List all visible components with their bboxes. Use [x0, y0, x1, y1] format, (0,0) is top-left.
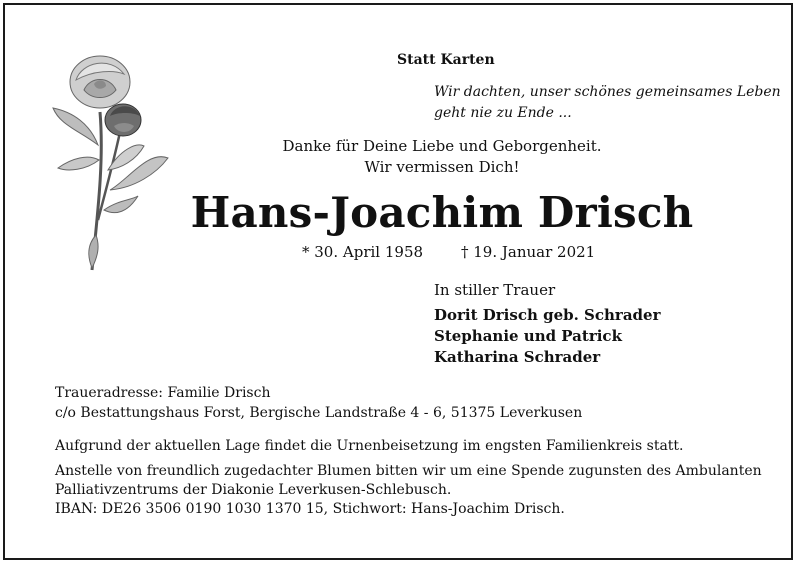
heading: Statt Karten	[397, 52, 495, 68]
mourning-address	[55, 383, 582, 423]
deceased-name: Hans-Joachim Drisch	[190, 188, 694, 237]
rose-icon	[48, 50, 178, 275]
death-date: † 19. Januar 2021	[461, 243, 596, 261]
mourners-list	[434, 305, 660, 368]
quote-line: Wir dachten, unser schönes gemeinsames Leben	[434, 84, 781, 100]
thanks-line: Danke für Deine Liebe und Geborgenheit.	[282, 137, 602, 155]
thanks-line: Wir vermissen Dich!	[364, 158, 520, 176]
birth-date: * 30. April 1958	[302, 243, 424, 261]
address-line: Traueradresse: Familie Drisch	[55, 385, 271, 401]
thanks-message	[200, 136, 684, 178]
donation-notice	[55, 462, 762, 519]
quote	[434, 82, 781, 124]
address-line: c/o Bestattungshaus Forst, Bergische Landstraße 4 - 6, 51375 Leverkusen	[55, 405, 583, 421]
quote-line: geht nie zu Ende ...	[434, 105, 572, 121]
mourning-intro: In stiller Trauer	[434, 281, 556, 299]
mourner: Stephanie und Patrick	[434, 327, 622, 345]
donation-line: IBAN: DE26 3506 0190 1030 1370 15, Stichwort: Hans-Joachim Drisch.	[55, 501, 565, 517]
donation-line: Anstelle von freundlich zugedachter Blumen bitten wir um eine Spende zugunsten des Ambulanten	[55, 463, 762, 479]
mourner: Katharina Schrader	[434, 348, 601, 366]
mourner: Dorit Drisch geb. Schrader	[434, 306, 661, 324]
burial-notice: Aufgrund der aktuellen Lage findet die Urnenbeisetzung im engsten Familienkreis statt.	[55, 438, 684, 454]
donation-line: Palliativzentrums der Diakonie Leverkusen-Schlebusch.	[55, 482, 452, 498]
